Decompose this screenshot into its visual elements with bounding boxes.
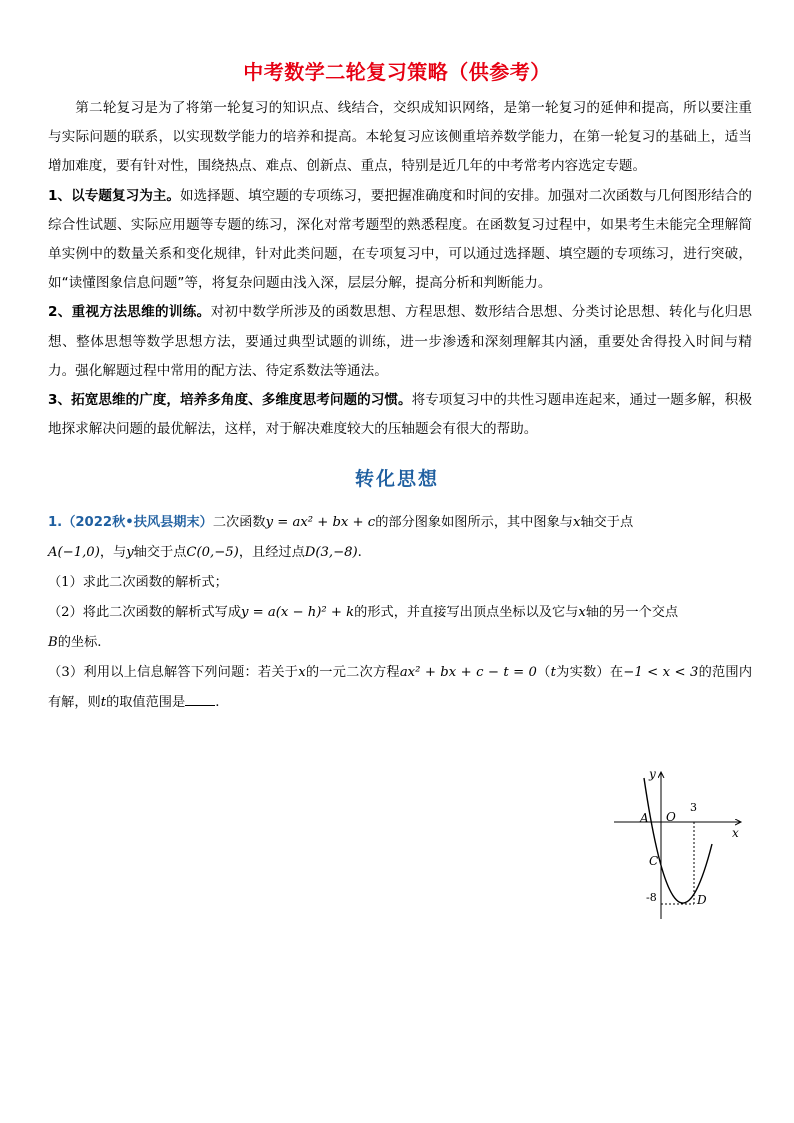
strategy-item-2 bbox=[48, 298, 752, 386]
stem-text: 轴交于点 bbox=[580, 515, 634, 530]
tick-3: 3 bbox=[690, 801, 697, 814]
x-axis-label: x bbox=[732, 826, 739, 840]
origin-label: O bbox=[666, 810, 676, 824]
stem-text: 二次函数 bbox=[212, 515, 266, 530]
strategy-item-3-body: 将专项复习中的共性习题串连起来，通过一题多解，积极地探求解决问题的最优解法，这样，对于解决难度较大的压轴题会有很大的帮助。 bbox=[48, 392, 752, 438]
stem-var: y bbox=[126, 545, 134, 560]
q3-var: t bbox=[550, 665, 556, 680]
q2-var: B bbox=[48, 635, 58, 650]
q2-text: 的坐标. bbox=[57, 635, 102, 650]
intro-section bbox=[48, 94, 752, 444]
q3-text: 的范围内有解，则 bbox=[48, 665, 753, 710]
y-axis-label: y bbox=[649, 767, 656, 781]
stem-text: 的部分图象如图所示，其中图象与 bbox=[375, 515, 573, 530]
question-2 bbox=[48, 598, 752, 658]
stem-text: . bbox=[357, 545, 362, 560]
strategy-item-2-heading: 2、重视方法思维的训练。 bbox=[48, 304, 211, 321]
page-title: 中考数学二轮复习策略（供参考） bbox=[243, 60, 551, 84]
q3-text: 的取值范围是 bbox=[106, 695, 186, 710]
q2-text: 的形式，并直接写出顶点坐标以及它与 bbox=[354, 605, 579, 620]
q2-text: 轴的另一个交点 bbox=[585, 605, 679, 620]
problem-source: （2022秋•扶风县期末） bbox=[62, 515, 213, 530]
q3-text: 的一元二次方程 bbox=[305, 665, 400, 680]
strategy-item-1-heading: 1、以专题复习为主。 bbox=[48, 187, 181, 204]
answer-blank[interactable] bbox=[185, 693, 215, 706]
parabola-graph bbox=[606, 764, 756, 924]
q3-text: 为实数）在 bbox=[555, 665, 624, 680]
stem-text: 轴交于点 bbox=[133, 545, 187, 560]
vertex-form-equation: y = a(x − h)² + k bbox=[241, 605, 355, 620]
problem-1 bbox=[48, 508, 752, 718]
range-inequality: −1 < x < 3 bbox=[623, 665, 699, 680]
q2-text: （2）将此二次函数的解析式写成 bbox=[48, 605, 242, 620]
point-c-label: C bbox=[649, 854, 659, 868]
q3-var: x bbox=[298, 665, 306, 680]
point-a-label: A bbox=[640, 811, 649, 825]
strategy-item-1-body: 如选择题、填空题的专项练习，要把握准确度和时间的安排。加强对二次函数与几何图形结合的综合性试题、实际应用题等专题的练习，深化对常考题型的熟悉程度。在函数复习过程中，如果考生未能完全理解简单实例中的数量关系和变化规律，针对此类问题，在专项复习中，可以通过选择题、填空题的专项练习，进行突破，如“读懂图象信息问题”等，将复杂问题由浅入深，层层分解，提高分析和判断能力。 bbox=[48, 187, 752, 292]
q2-var: x bbox=[578, 605, 586, 620]
intro-paragraph: 第二轮复习是为了将第一轮复习的知识点、线结合，交织成知识网络，是第一轮复习的延伸和提高，所以要注重与实际问题的联系，以实现数学能力的培养和提高。本轮复习应该侧重培养数学能力，在第一轮复习的基础上，适当增加难度，要有针对性，围绕热点、难点、创新点、重点，特别是近几年的中考常考内容选定专题。 bbox=[48, 100, 752, 175]
stem-text: ，与 bbox=[99, 545, 127, 560]
question-3 bbox=[48, 658, 752, 718]
q3-text: （3）利用以上信息解答下列问题：若关于 bbox=[48, 665, 299, 680]
question-1: （1）求此二次函数的解析式； bbox=[48, 575, 228, 590]
point-c: C(0,−5) bbox=[186, 545, 239, 560]
stem-var: x bbox=[573, 515, 581, 530]
tick-neg8: -8 bbox=[646, 891, 657, 904]
problem-number: 1. bbox=[48, 515, 63, 530]
parabola-curve bbox=[644, 778, 712, 903]
stem-text: ，且经过点 bbox=[238, 545, 305, 560]
strategy-item-1 bbox=[48, 182, 752, 299]
problem-stem bbox=[48, 508, 752, 568]
q3-var: t bbox=[100, 695, 107, 710]
q3-text: （ bbox=[536, 665, 551, 680]
q3-text: . bbox=[215, 695, 220, 710]
strategy-item-3 bbox=[48, 386, 752, 444]
section-title: 转化思想 bbox=[354, 468, 439, 490]
stem-equation: y = ax² + bx + c bbox=[265, 515, 376, 530]
strategy-item-3-heading: 3、拓宽思维的广度，培养多角度、多维度思考问题的习惯。 bbox=[48, 392, 412, 409]
point-a: A(−1,0) bbox=[48, 545, 100, 560]
strategy-item-2-body: 对初中数学所涉及的函数思想、方程思想、数形结合思想、分类讨论思想、转化与化归思想、整体思想等数学思想方法，要通过典型试题的训练，进一步渗透和深刻理解其内涵，重要处舍得投入时间与精力。强化解题过程中常用的配方法、待定系数法等通法。 bbox=[48, 304, 752, 379]
point-d-label: D bbox=[697, 893, 707, 907]
point-d: D(3,−8) bbox=[304, 545, 358, 560]
quadratic-equation: ax² + bx + c − t = 0 bbox=[399, 665, 537, 680]
